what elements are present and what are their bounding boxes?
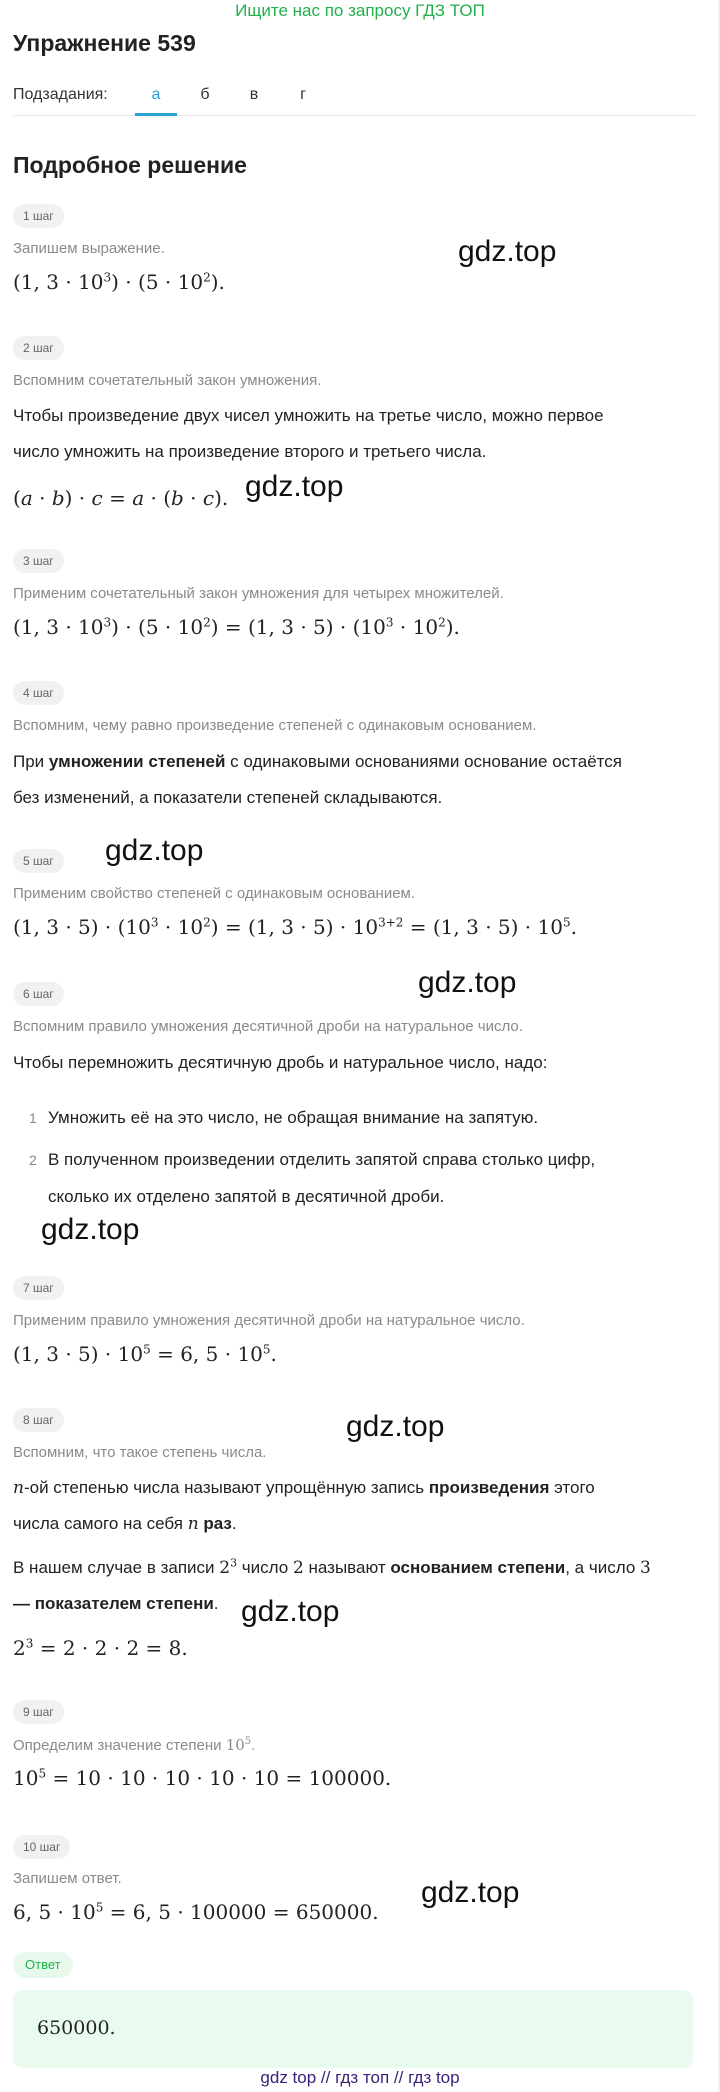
step-formula: $2^3 = 2 \cdot 2 \cdot 2 = 8$. xyxy=(13,1636,188,1660)
step-badge: 4 шаг xyxy=(13,681,64,705)
list-number: 2 xyxy=(29,1152,37,1168)
step-text: — показателем степени. xyxy=(13,1594,219,1613)
watermark-text: gdz.top xyxy=(421,1876,520,1909)
step-hint: Вспомним, чему равно произведение степеней с одинаковым основанием. xyxy=(13,717,537,734)
subtask-tab-g[interactable]: г xyxy=(300,86,306,103)
list-item: сколько их отделено запятой в десятичной дроби. xyxy=(48,1187,445,1206)
subtask-tab-v[interactable]: в xyxy=(249,86,259,103)
step-hint: Вспомним, что такое степень числа. xyxy=(13,1444,267,1461)
step-formula: 6, $5 \cdot 10^5 = 6$, 5 · 100000 = 650000. xyxy=(13,1900,379,1924)
step-formula: (1, $3 \cdot 10^3) \cdot (5 \cdot 10^2)$. xyxy=(13,270,225,294)
answer-box xyxy=(13,1990,693,2068)
step-badge: 7 шаг xyxy=(13,1276,64,1300)
step-badge: 1 шаг xyxy=(13,204,64,228)
step-formula: $10^5 = 10 \cdot 10 \cdot 10 \cdot 10 \cdot 10 = 100000$. xyxy=(13,1766,392,1790)
step-hint: Применим сочетательный закон умножения для четырех множителей. xyxy=(13,585,504,602)
answer-value: 650000. xyxy=(37,2017,116,2039)
step-badge: 5 шаг xyxy=(13,849,64,873)
step-hint: Применим правило умножения десятичной дроби на натуральное число. xyxy=(13,1312,525,1329)
list-number: 1 xyxy=(29,1110,37,1126)
step-hint: Применим свойство степеней с одинаковым основанием. xyxy=(13,885,416,902)
step-text: В нашем случае в записи $2^3$ число 2 называют основанием степени, а число 3 xyxy=(13,1556,651,1578)
answer-badge: Ответ xyxy=(13,1952,73,1978)
step-hint: Определим значение степени $10^5$. xyxy=(13,1736,256,1754)
step-hint: Вспомним сочетательный закон умножения. xyxy=(13,372,322,389)
subtasks-label: Подзадания: xyxy=(13,86,108,103)
step-text: число умножить на произведение второго и третьего числа. xyxy=(13,442,487,461)
exercise-title: Упражнение 539 xyxy=(13,30,196,56)
step-hint: Запишем выражение. xyxy=(13,240,165,257)
watermark-text: gdz.top xyxy=(418,966,517,999)
subtask-tab-b[interactable]: б xyxy=(200,86,210,103)
list-item: В полученном произведении отделить запятой справа столько цифр, xyxy=(48,1150,596,1169)
search-banner: Ищите нас по запросу ГДЗ ТОП xyxy=(235,1,485,20)
watermark-text: gdz.top xyxy=(245,470,344,503)
step-badge: 6 шаг xyxy=(13,982,64,1006)
section-title: Подробное решение xyxy=(13,152,247,178)
step-badge: 10 шаг xyxy=(13,1835,70,1859)
step-text: Чтобы перемножить десятичную дробь и натуральное число, надо: xyxy=(13,1053,548,1072)
step-text: n-ой степенью числа называют упрощённую запись произведения этого xyxy=(13,1478,595,1498)
step-text: При умножении степеней с одинаковыми основаниями основание остаётся xyxy=(13,752,622,771)
watermark-text: gdz.top xyxy=(458,235,557,268)
step-formula: (1, $3 \cdot 5) \cdot 10^5 = 6$, $5 \cdot 10^5$. xyxy=(13,1342,277,1366)
watermark-text: gdz.top xyxy=(41,1213,140,1246)
subtasks-bar xyxy=(13,84,695,116)
list-item: Умножить её на это число, не обращая внимание на запятую. xyxy=(48,1108,539,1127)
step-badge: 8 шаг xyxy=(13,1408,64,1432)
step-hint: Вспомним правило умножения десятичной дроби на натуральное число. xyxy=(13,1018,523,1035)
step-badge: 9 шаг xyxy=(13,1700,64,1724)
footer-links[interactable]: gdz top // гдз топ // гдз top xyxy=(260,2068,460,2087)
step-text: Чтобы произведение двух чисел умножить на третье число, можно первое xyxy=(13,406,604,425)
subtask-tab-a[interactable]: а xyxy=(151,86,161,103)
step-formula: (a · b) · c = a · (b · c). xyxy=(13,486,229,510)
step-badge: 3 шаг xyxy=(13,549,64,573)
step-text: без изменений, а показатели степеней складываются. xyxy=(13,788,443,807)
step-formula: (1, $3 \cdot 5) \cdot (10^3 \cdot 10^2) = (1$, $3 \cdot 5) \cdot 10^{3+2} = (1$, $3 \cdot 5) \cdot 10^5$. xyxy=(13,915,577,939)
active-tab-indicator xyxy=(135,113,177,116)
watermark-text: gdz.top xyxy=(105,834,204,867)
watermark-text: gdz.top xyxy=(346,1410,445,1443)
step-text: числа самого на себя n раз. xyxy=(13,1514,237,1534)
step-formula: (1, $3 \cdot 10^3) \cdot (5 \cdot 10^2) = (1$, $3 \cdot 5) \cdot (10^3 \cdot 10^2)$. xyxy=(13,615,460,639)
watermark-text: gdz.top xyxy=(241,1595,340,1628)
step-badge: 2 шаг xyxy=(13,336,64,360)
step-hint: Запишем ответ. xyxy=(13,1870,122,1887)
